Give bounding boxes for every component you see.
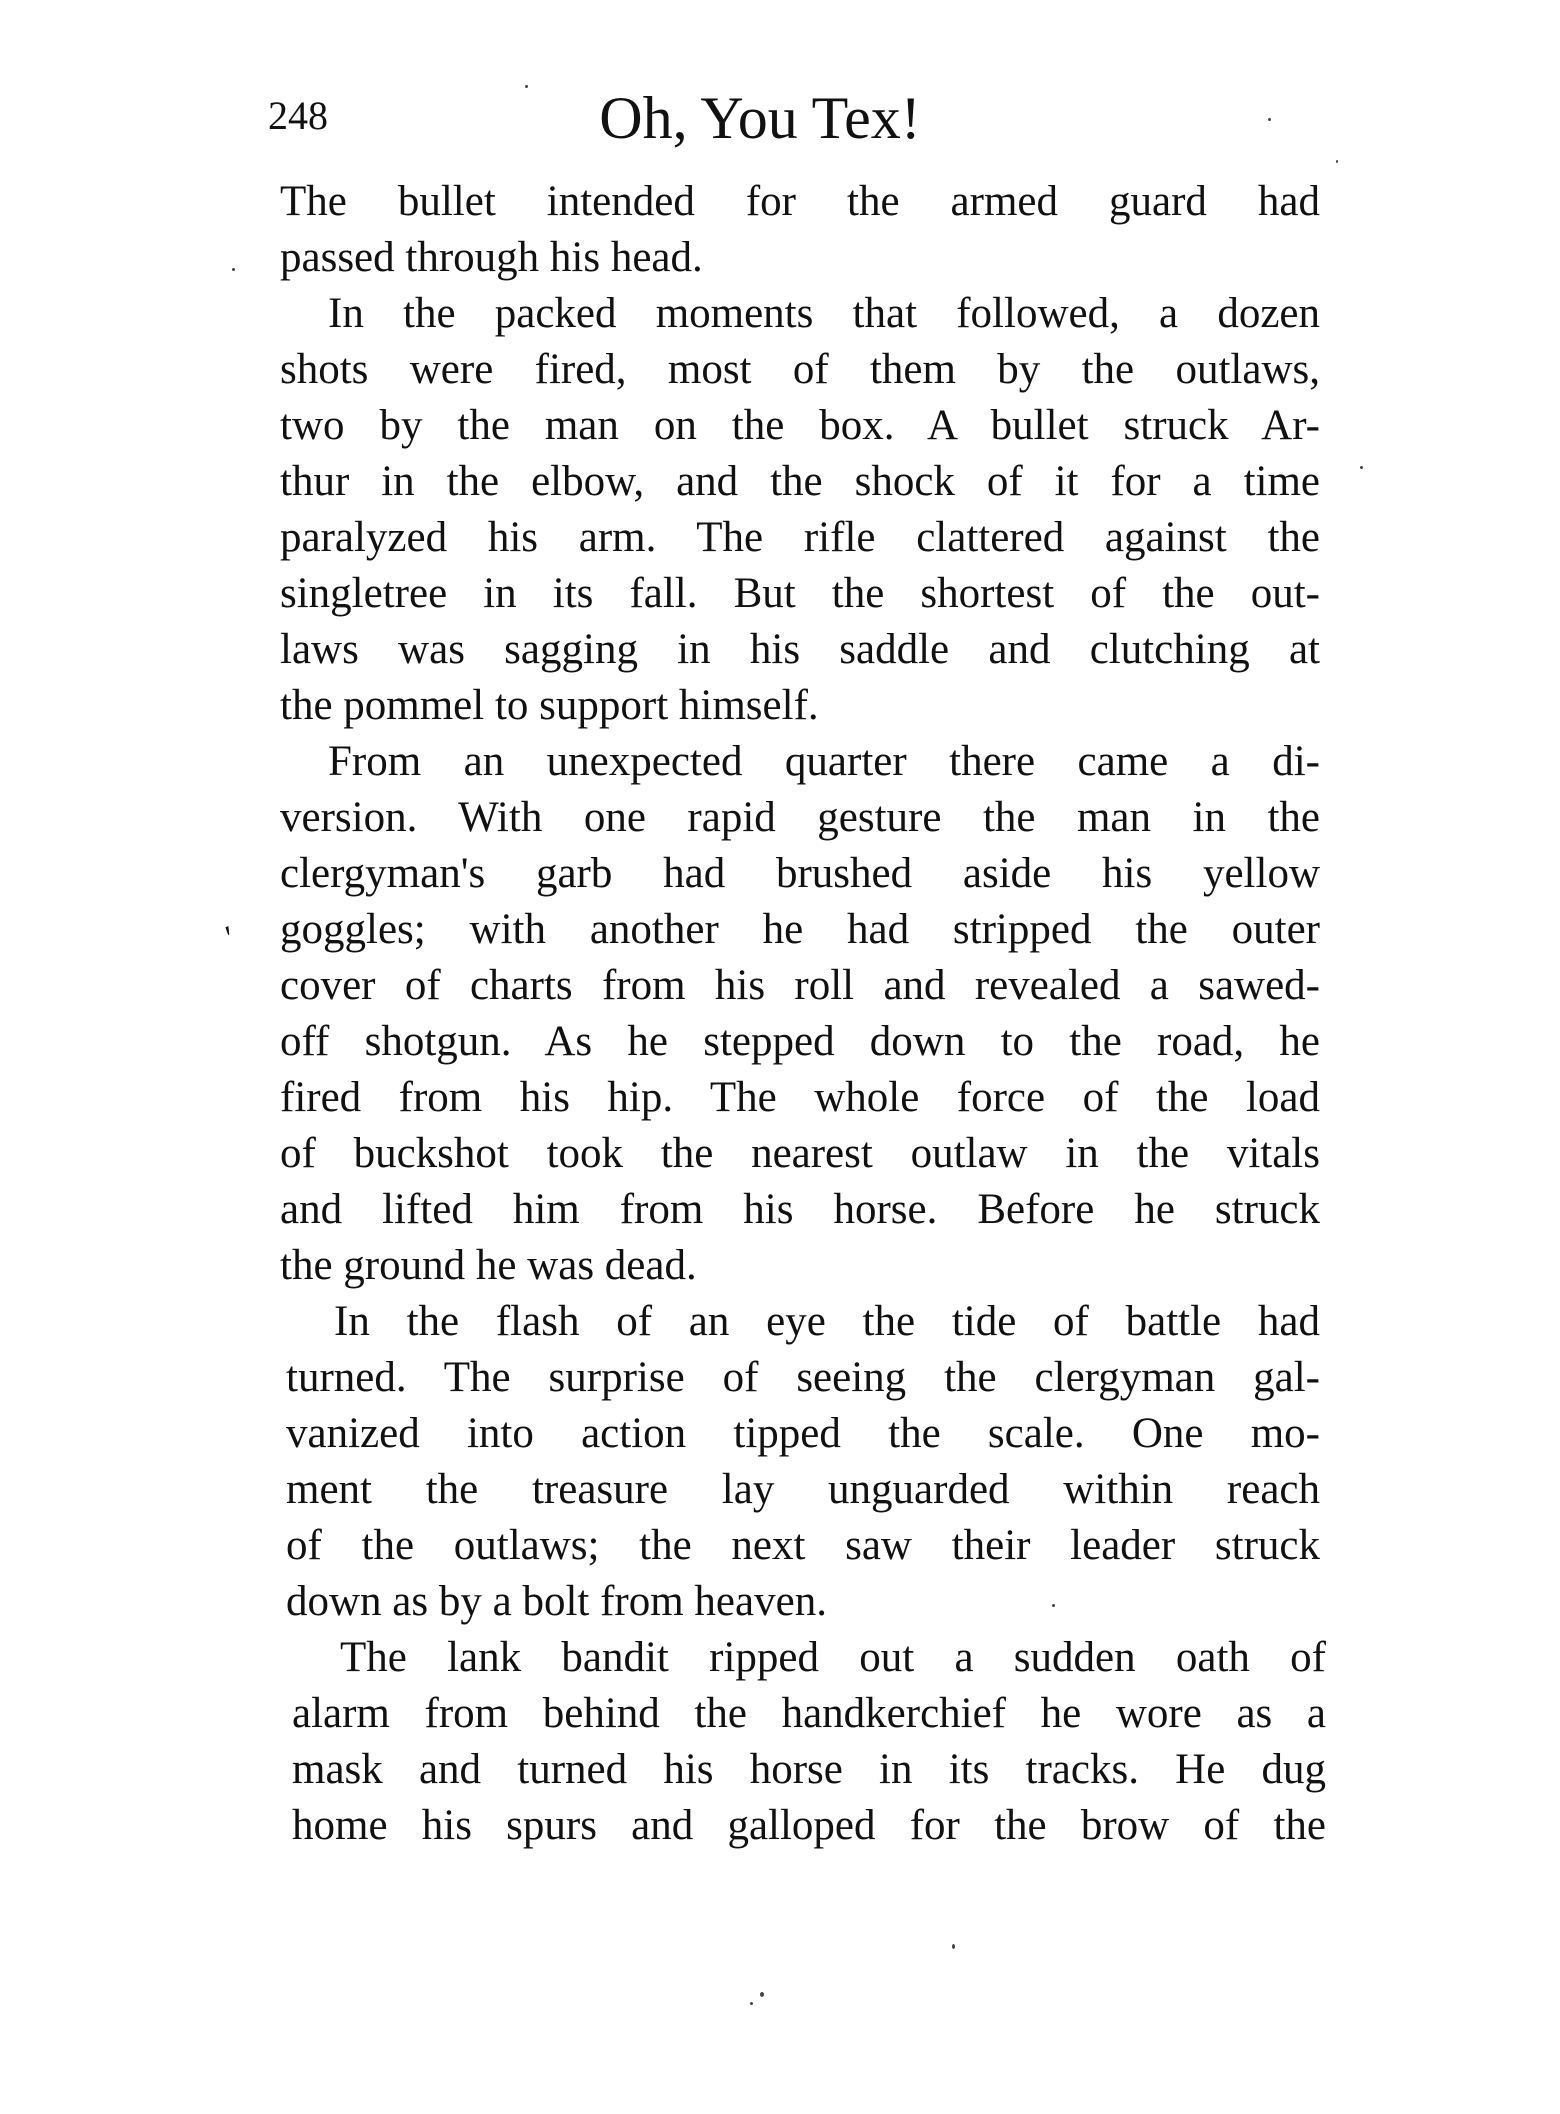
text-line: singletree in its fall. But the shortest of the out- (280, 570, 1320, 617)
print-speck (1052, 1604, 1055, 1607)
text-line: goggles; with another he had stripped the outer (280, 906, 1320, 953)
paragraph-first-line: In the packed moments that followed, a dozen (328, 290, 1320, 337)
text-line: passed through his head. (280, 234, 703, 281)
text-line: shots were fired, most of them by the outlaws, (280, 346, 1320, 393)
text-line: paralyzed his arm. The rifle clattered against the (280, 514, 1320, 561)
text-line: mask and turned his horse in its tracks. He dug (292, 1746, 1326, 1793)
text-line: The bullet intended for the armed guard had (280, 178, 1320, 225)
print-speck (1360, 466, 1363, 469)
text-line: laws was sagging in his saddle and clutching at (280, 626, 1320, 673)
text-line: ment the treasure lay unguarded within reach (286, 1466, 1320, 1513)
paragraph-first-line: From an unexpected quarter there came a di- (328, 738, 1320, 785)
running-title: Oh, You Tex! (599, 85, 921, 151)
text-line: of buckshot took the nearest outlaw in the vitals (280, 1130, 1320, 1177)
text-line: and lifted him from his horse. Before he struck (280, 1186, 1320, 1233)
text-line: the ground he was dead. (280, 1242, 697, 1289)
text-line: alarm from behind the handkerchief he wore as a (292, 1690, 1326, 1737)
print-speck (1268, 118, 1271, 121)
print-speck (760, 1992, 764, 1997)
text-line: of the outlaws; the next saw their leader struck (286, 1522, 1320, 1569)
print-speck (232, 268, 235, 271)
text-line: off shotgun. As he stepped down to the road, he (280, 1018, 1320, 1065)
text-line: down as by a bolt from heaven. (286, 1578, 827, 1625)
text-line: the pommel to support himself. (280, 682, 819, 729)
text-line: home his spurs and galloped for the brow of the (292, 1802, 1326, 1849)
text-line: cover of charts from his roll and revealed a sawed- (280, 962, 1320, 1009)
text-line: clergyman's garb had brushed aside his yellow (280, 850, 1320, 897)
text-line: vanized into action tipped the scale. One mo- (286, 1410, 1320, 1457)
text-line: version. With one rapid gesture the man in the (280, 794, 1320, 841)
print-speck (1336, 160, 1338, 163)
text-line: thur in the elbow, and the shock of it for a time (280, 458, 1320, 505)
print-speck (952, 1944, 955, 1949)
print-speck (525, 85, 528, 88)
margin-tick-mark: ′ (220, 919, 243, 956)
page-number: 248 (268, 93, 328, 138)
text-line: turned. The surprise of seeing the clergyman gal- (286, 1354, 1320, 1401)
print-speck (750, 2002, 753, 2005)
text-line: fired from his hip. The whole force of the load (280, 1074, 1320, 1121)
paragraph-first-line: In the flash of an eye the tide of battle had (334, 1298, 1320, 1345)
paragraph-first-line: The lank bandit ripped out a sudden oath of (340, 1634, 1326, 1681)
text-line: two by the man on the box. A bullet struck Ar- (280, 402, 1320, 449)
